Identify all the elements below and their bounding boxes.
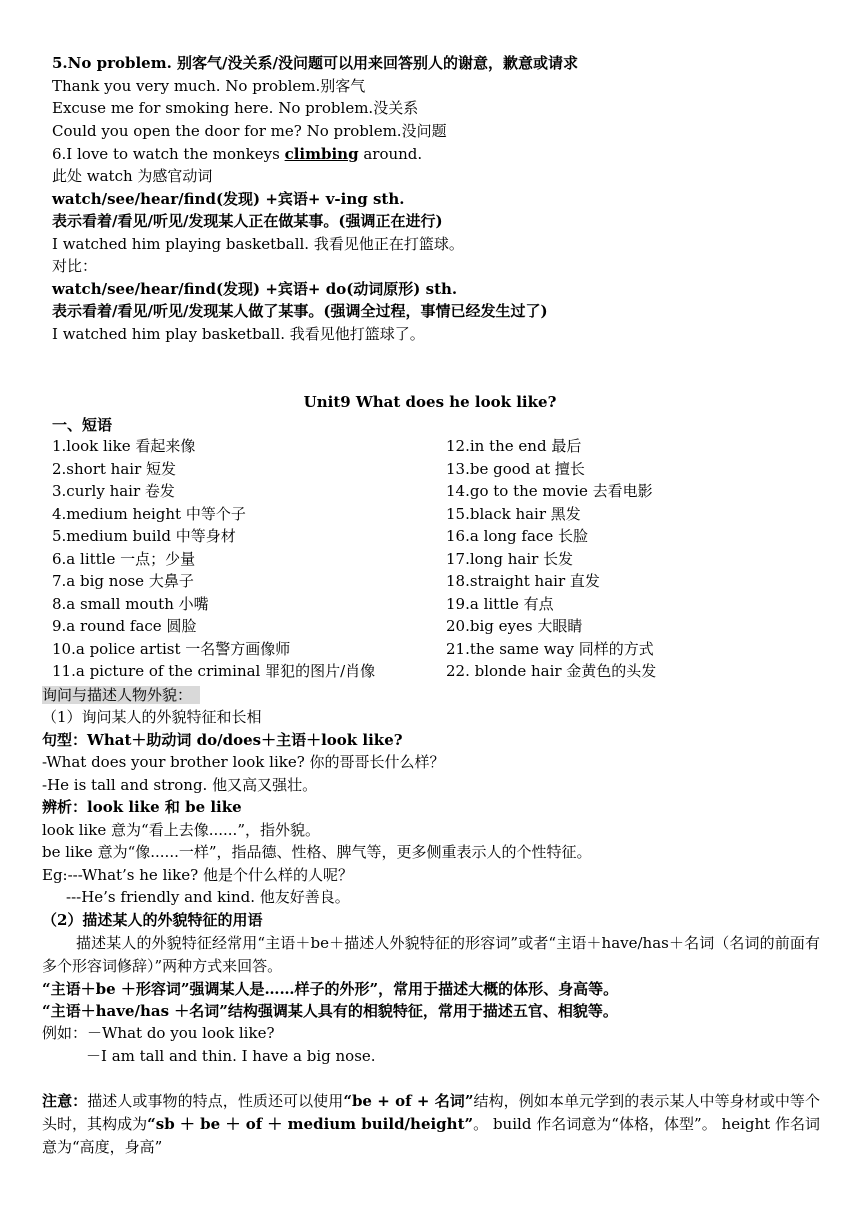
- phrases-right-column: [446, 435, 656, 683]
- item6-line: [52, 143, 422, 165]
- note-paragraph: [42, 1090, 820, 1159]
- phrase-item: 6.a little 一点；少量: [52, 549, 196, 568]
- example-label: 例如：: [42, 1024, 88, 1042]
- pattern-line: watch/see/hear/find(发现) +宾语+ v-ing sth.: [52, 190, 405, 208]
- example-line: I watched him playing basketball. 我看见他正在打篮球。: [52, 235, 464, 253]
- grammar-heading: [42, 684, 200, 706]
- phrase-item: 4.medium height 中等个子: [52, 504, 246, 523]
- phrase-item: 20.big eyes 大眼睛: [446, 617, 583, 635]
- section-title: 一、短语: [52, 416, 113, 434]
- subsection-title: （1）询问某人的外貌特征和长相: [42, 708, 262, 726]
- example-line: -He is tall and strong. 他又高又强壮。: [42, 776, 318, 794]
- unit-title: Unit9 What does he look like?: [303, 393, 557, 411]
- meaning-line: 表示看着/看见/听见/发现某人正在做某事。(强调正在进行): [52, 212, 443, 230]
- phrase-item: 11.a picture of the criminal 罪犯的图片/肖像: [52, 662, 376, 680]
- phrase-item: 2.short hair 短发: [52, 459, 177, 478]
- item5-title: 5.No problem. 别客气/没关系/没问题可以用来回答别人的谢意，歉意或请求: [52, 54, 578, 72]
- phrase-item: 18.straight hair 直发: [446, 572, 600, 590]
- phrase-item: 5.medium build 中等身材: [52, 527, 236, 545]
- note-text: 。 build 作名词意为“体格，体型”。 height 作名词意为“高度，身高”: [42, 1115, 820, 1156]
- phrase-item: 10.a police artist 一名警方画像师: [52, 639, 291, 658]
- pattern-line: watch/see/hear/find(发现) +宾语+ do(动词原形) sth.: [52, 280, 458, 298]
- note-text: 描述人或事物的特点，性质还可以使用: [87, 1092, 344, 1110]
- phrases-left-column: [52, 435, 375, 683]
- note-formula: “sb ＋ be ＋ of ＋ medium build/height”: [147, 1115, 474, 1133]
- example-answer: －I am tall and thin. I have a big nose.: [86, 1047, 376, 1065]
- phrase-item: 19.a little 有点: [446, 594, 554, 613]
- note-line: 此处 watch 为感官动词: [52, 167, 213, 185]
- phrase-item: 12.in the end 最后: [446, 437, 582, 455]
- phrase-item: 21.the same way 同样的方式: [446, 639, 654, 658]
- example-question: －What do you look like?: [87, 1024, 275, 1042]
- note-text: 结构，例如本单元学到的表示某人中等身材或中等个头时，其构成为: [42, 1092, 820, 1133]
- item6-post: around.: [358, 145, 423, 163]
- description-paragraph: 描述某人的外貌特征经常用“主语＋be＋描述人外貌特征的形容词”或者“主语＋have/has＋名词（名词的前面有多个形容词修辞）”两种方式来回答。: [42, 934, 820, 975]
- example-line: Eg:---What’s he like? 他是个什么样的人呢？: [42, 866, 353, 884]
- example-line: ---He’s friendly and kind. 他友好善良。: [66, 888, 350, 906]
- phrase-item: 15.black hair 黑发: [446, 504, 581, 523]
- comparison-line: be like 意为“像......一样”，指品德、性格、脾气等，更多侧重表示人的个性特征。: [42, 843, 592, 861]
- phrase-item: 16.a long face 长脸: [446, 527, 588, 545]
- example-line: Thank you very much. No problem.别客气: [52, 77, 366, 95]
- example-line: [42, 1022, 275, 1044]
- example-line: Could you open the door for me? No problem.没问题: [52, 122, 447, 140]
- phrase-item: 9.a round face 圆脸: [52, 617, 197, 635]
- phrase-item: 13.be good at 擅长: [446, 459, 585, 478]
- meaning-line: 表示看着/看见/听见/发现某人做了某事。(强调全过程，事情已经发生过了): [52, 302, 548, 320]
- note-label: 注意：: [42, 1092, 88, 1110]
- highlighted-heading: 询问与描述人物外貌：: [42, 686, 200, 704]
- phrase-item: 3.curly hair 卷发: [52, 482, 175, 500]
- example-line: -What does your brother look like? 你的哥哥长什么样？: [42, 753, 445, 771]
- comparison-title: 辨析：look like 和 be like: [42, 798, 242, 816]
- rule-line: “主语＋be ＋形容词”强调某人是……样子的外形”，常用于描述大概的体形、身高等。: [42, 980, 619, 998]
- example-line: I watched him play basketball. 我看见他打篮球了。: [52, 325, 425, 343]
- phrase-item: 1.look like 看起来像: [52, 437, 196, 455]
- item6-pre: 6.I love to watch the monkeys: [52, 145, 285, 163]
- phrase-item: 8.a small mouth 小嘴: [52, 594, 209, 613]
- item6-underlined-word: climbing: [284, 145, 359, 163]
- phrase-item: 14.go to the movie 去看电影: [446, 482, 653, 500]
- subsection-title: （2）描述某人的外貌特征的用语: [42, 911, 263, 929]
- note-structure: “be + of + 名词”: [343, 1092, 474, 1110]
- comparison-line: look like 意为“看上去像......”，指外貌。: [42, 821, 320, 839]
- rule-line: “主语＋have/has ＋名词”结构强调某人具有的相貌特征，常用于描述五官、相貌等。: [42, 1002, 618, 1020]
- phrase-item: 7.a big nose 大鼻子: [52, 572, 194, 590]
- phrase-item: 22. blonde hair 金黄色的头发: [446, 662, 657, 680]
- compare-label: 对比：: [52, 257, 98, 275]
- example-line: Excuse me for smoking here. No problem.没关系: [52, 99, 419, 117]
- phrase-item: 17.long hair 长发: [446, 549, 574, 568]
- sentence-pattern: 句型：What＋助动词 do/does＋主语＋look like?: [42, 731, 403, 749]
